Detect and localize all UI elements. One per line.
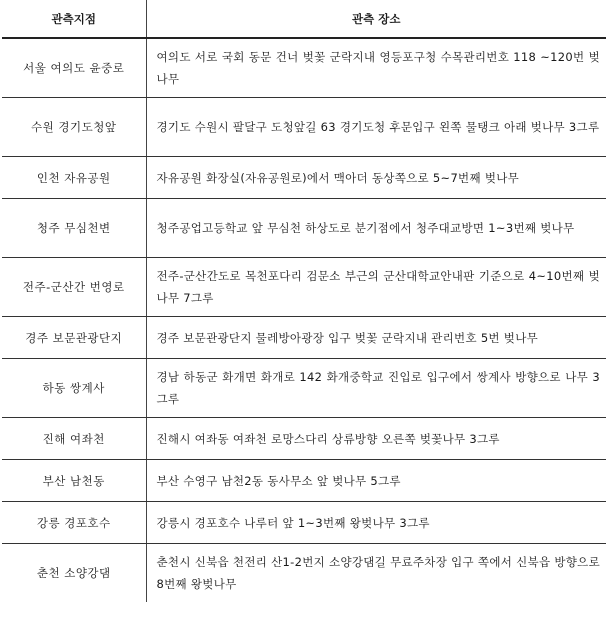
site-place: 춘천시 신북읍 천전리 산1-2번지 소양강댐길 무료주차장 입구 쪽에서 신북읍 방향으로 8번째 왕벚나무 — [156, 555, 600, 591]
site-name: 수원 경기도청앞 — [2, 98, 146, 157]
site-name: 하동 쌍계사 — [2, 359, 146, 418]
site-place: 진해시 여좌동 여좌천 로망스다리 상류방향 오른쪽 벚꽃나무 3그루 — [146, 418, 606, 460]
header-site: 관측지점 — [2, 0, 146, 38]
site-place: 청주공업고등학교 앞 무심천 하상도로 분기점에서 청주대교방면 1~3번째 벚나무 — [146, 199, 606, 258]
observation-sites-table — [2, 0, 606, 602]
site-name: 경주 보문관광단지 — [2, 317, 146, 359]
table-row — [2, 38, 606, 98]
site-name: 춘천 소양강댐 — [2, 544, 146, 603]
table-row — [2, 98, 606, 157]
table-row — [2, 157, 606, 199]
site-place: 경주 보문관광단지 물레방아광장 입구 벚꽃 군락지내 관리번호 5번 벚나무 — [146, 317, 606, 359]
table-header-row — [2, 0, 606, 38]
site-place: 부산 수영구 남천2동 동사무소 앞 벚나무 5그루 — [146, 460, 606, 502]
site-place: 여의도 서로 국회 동문 건너 벚꽃 군락지내 영등포구청 수목관리번호 118 ~120번 벚나무 — [146, 38, 606, 98]
header-place: 관측 장소 — [146, 0, 606, 38]
table-row — [2, 418, 606, 460]
site-name: 전주-군산간 번영로 — [2, 258, 146, 317]
site-place: 경기도 수원시 팔달구 도청앞길 63 경기도청 후문입구 왼쪽 물탱크 아래 벚나무 3그루 — [146, 98, 606, 157]
table-row — [2, 258, 606, 317]
table-row — [2, 317, 606, 359]
site-place: 강릉시 경포호수 나루터 앞 1~3번째 왕벚나무 3그루 — [146, 502, 606, 544]
site-place: 전주-군산간도로 목천포다리 검문소 부근의 군산대학교안내판 기준으로 4~10번째 벚나무 7그루 — [146, 258, 606, 317]
site-place: 자유공원 화장실(자유공원로)에서 맥아더 동상쪽으로 5~7번째 벚나무 — [146, 157, 606, 199]
table-row — [2, 199, 606, 258]
site-name: 진해 여좌천 — [2, 418, 146, 460]
table-row — [2, 502, 606, 544]
site-name: 부산 남천동 — [2, 460, 146, 502]
site-name: 강릉 경포호수 — [2, 502, 146, 544]
site-name: 인천 자유공원 — [2, 157, 146, 199]
table-row — [2, 544, 606, 603]
site-name: 서울 여의도 윤중로 — [2, 38, 146, 98]
table-row — [2, 460, 606, 502]
site-place: 경남 하동군 화개면 화개로 142 화개중학교 진입로 입구에서 쌍계사 방향으로 나무 3그루 — [146, 359, 606, 418]
table-row — [2, 359, 606, 418]
site-name: 청주 무심천변 — [2, 199, 146, 258]
